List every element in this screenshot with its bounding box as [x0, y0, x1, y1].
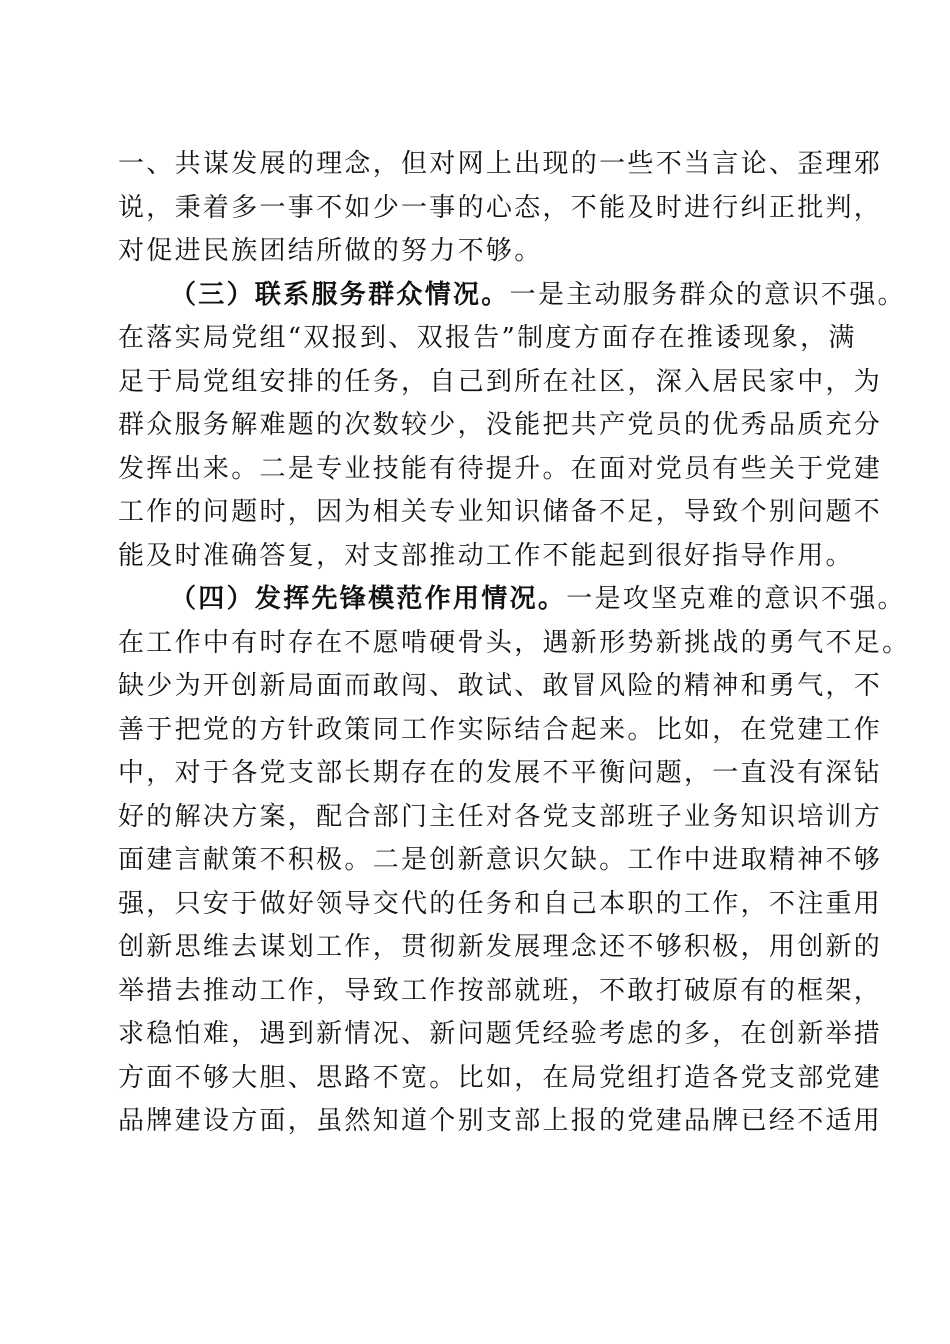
text-line: 品牌建设方面，虽然知道个别支部上报的党建品牌已经不适用	[118, 1106, 883, 1136]
text-line: 工作的问题时，因为相关专业知识储备不足，导致个别问题不	[118, 497, 883, 527]
text-run: 一是攻坚克难的意识不强。	[566, 584, 906, 614]
text-line: 创新思维去谋划工作，贯彻新发展理念还不够积极，用创新的	[118, 932, 883, 962]
section-heading-three: （三）联系服务群众情况。	[170, 279, 510, 310]
section-heading-four: （四）发挥先锋模范作用情况。	[170, 584, 567, 614]
body-text	[118, 143, 911, 1144]
text-line: 一、共谋发展的理念，但对网上出现的一些不当言论、歪理邪	[118, 149, 883, 179]
section-four-first-line	[118, 578, 906, 622]
text-line: 强，只安于做好领导交代的任务和自己本职的工作，不注重用	[118, 888, 883, 919]
text-line: 好的解决方案，配合部门主任对各党支部班子业务知识培训方	[118, 801, 883, 832]
text-line: 善于把党的方针政策同工作实际结合起来。比如，在党建工作	[118, 714, 883, 745]
text-line: 求稳怕难，遇到新情况、新问题凭经验考虑的多，在创新举措	[118, 1019, 883, 1049]
text-line: 能及时准确答复，对支部推动工作不能起到很好指导作用。	[118, 540, 854, 571]
section-three-first-line	[118, 274, 906, 318]
text-line: 缺少为开创新局面而敢闯、敢试、敢冒风险的精神和勇气，不	[118, 671, 883, 701]
text-line: 面建言献策不积极。二是创新意识欠缺。工作中进取精神不够	[118, 845, 883, 875]
text-line: 方面不够大胆、思路不宽。比如，在局党组打造各党支部党建	[118, 1062, 883, 1093]
text-line: 中，对于各党支部长期存在的发展不平衡问题，一直没有深钻	[118, 758, 883, 788]
text-run: 一是主动服务群众的意识不强。	[509, 279, 906, 310]
text-line: 举措去推动工作，导致工作按部就班，不敢打破原有的框架，	[118, 975, 883, 1006]
text-line: 说，秉着多一事不如少一事的心态，不能及时进行纠正批判，	[118, 192, 883, 223]
text-line: 足于局党组安排的任务，自己到所在社区，深入居民家中，为	[118, 366, 883, 397]
text-line: 群众服务解难题的次数较少，没能把共产党员的优秀品质充分	[118, 410, 883, 440]
text-line: 在工作中有时存在不愿啃硬骨头，遇新形势新挑战的勇气不足。	[118, 627, 911, 658]
text-line: 对促进民族团结所做的努力不够。	[118, 236, 543, 266]
text-line: 发挥出来。二是专业技能有待提升。在面对党员有些关于党建	[118, 453, 883, 484]
text-line: 在落实局党组“双报到、双报告”制度方面存在推诿现象，满	[118, 323, 857, 353]
